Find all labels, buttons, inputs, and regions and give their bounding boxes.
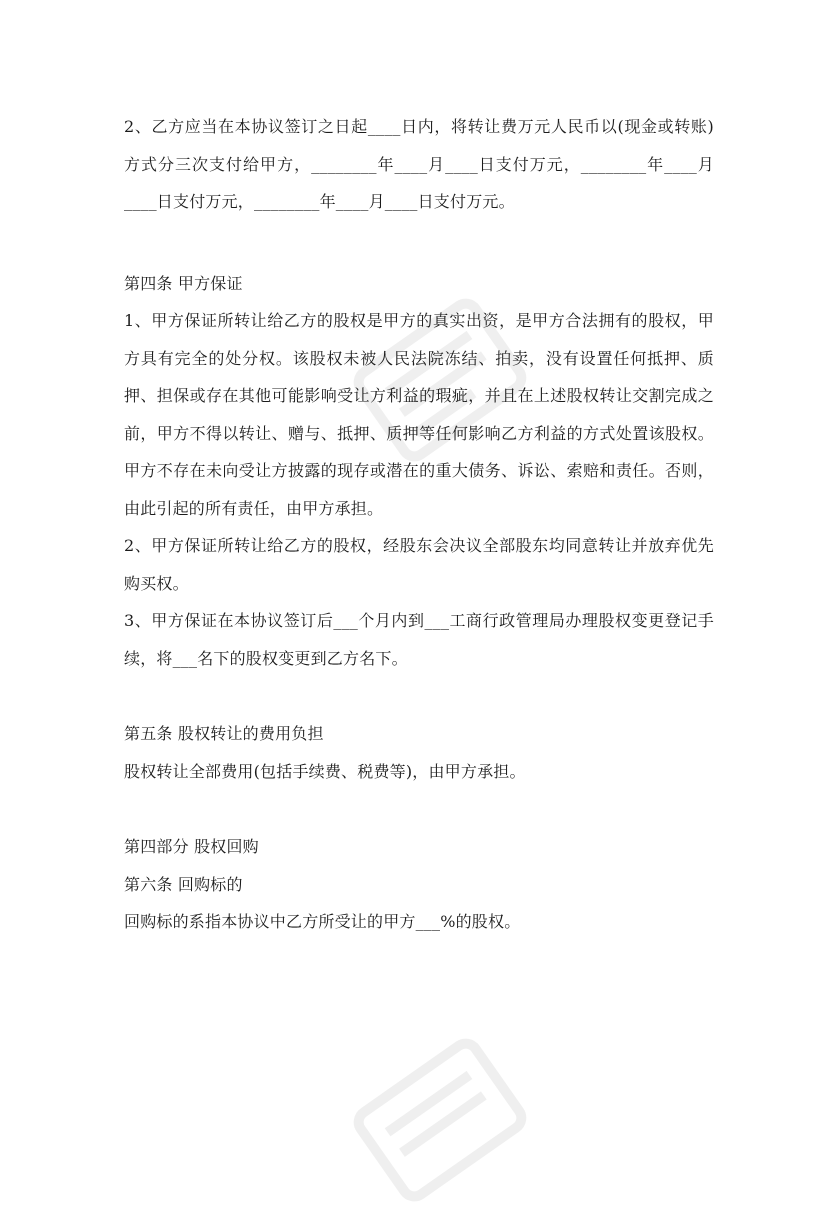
payment-clause: 2、乙方应当在本协议签订之日起____日内，将转让费万元人民币以(现金或转账)方式分三次支付给甲方，________年____月____日支付万元，________年____月____日支付万元，________年____月____日支付万元。 [124, 117, 714, 211]
article4-item-1: 1、甲方保证所转让给乙方的股权是甲方的真实出资，是甲方合法拥有的股权，甲方具有完全的处分权。该股权未被人民法院冻结、拍卖，没有设置任何抵押、质押、担保或存在其他可能影响受让方利益的瑕疵，并且在上述股权转让交割完成之前，甲方不得以转让、赠与、抵押、质押等任何影响乙方利益的方式处置该股权。甲方不存在未向受让方披露的现存或潜在的重大债务、诉讼、索赔和责任。否则，由此引起的所有责任，由甲方承担。 [124, 311, 714, 518]
article4-title: 第四条 甲方保证 [124, 273, 243, 293]
article6-body: 回购标的系指本协议中乙方所受让的甲方___%的股权。 [124, 912, 521, 931]
part4-title: 第四部分 股权回购 [124, 837, 259, 856]
spacer [124, 677, 714, 715]
article4-item-2: 2、甲方保证所转让给乙方的股权，经股东会决议全部股东均同意转让并放弃优先购买权。 [124, 536, 714, 593]
article6-title: 第六条 回购标的 [124, 874, 243, 894]
watermark-icon-bottom [330, 1010, 550, 1230]
article5-body: 股权转让全部费用(包括手续费、税费等)，由甲方承担。 [124, 761, 526, 781]
spacer [124, 790, 714, 828]
document-body [124, 108, 714, 941]
spacer [124, 221, 714, 265]
article5-title: 第五条 股权转让的费用负担 [124, 724, 324, 743]
article4-item-3: 3、甲方保证在本协议签订后___个月内到___工商行政管理局办理股权变更登记手续，将___名下的股权变更到乙方名下。 [124, 611, 714, 668]
